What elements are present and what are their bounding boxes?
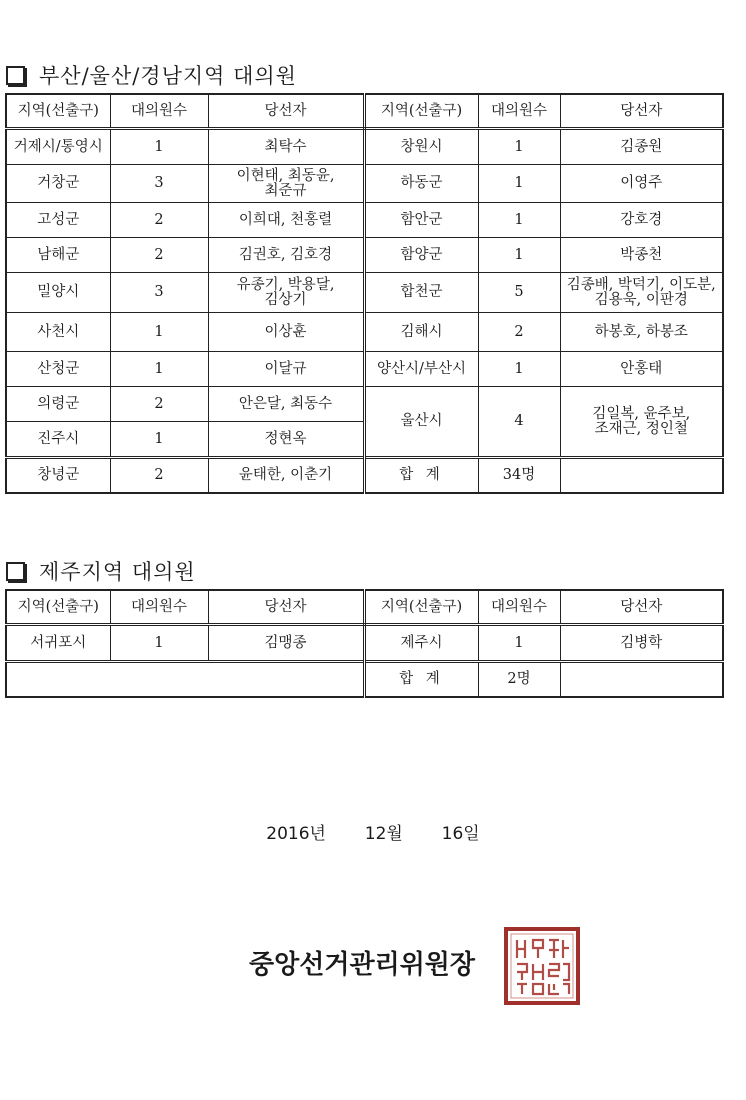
table-row-total <box>6 662 723 698</box>
total-count: 34명 <box>478 458 560 494</box>
region-cell: 진주시 <box>6 422 110 458</box>
region-cell: 산청군 <box>6 352 110 387</box>
header-winners: 당선자 <box>208 94 364 129</box>
signer-title: 중앙선거관리위원장 <box>249 950 476 980</box>
header-region: 지역(선출구) <box>6 94 110 129</box>
winners-cell: 최탁수 <box>208 129 364 165</box>
jeju-delegates-table <box>5 589 724 698</box>
header-winners-2: 당선자 <box>560 94 723 129</box>
winners-cell: 박종천 <box>560 238 723 273</box>
winners-cell: 안홍태 <box>560 352 723 387</box>
count-cell: 2 <box>478 313 560 352</box>
busan-delegates-table <box>5 93 724 494</box>
table-row <box>6 313 723 352</box>
table-row-total <box>6 458 723 494</box>
winners-cell: 유종기, 박용달, 김상기 <box>208 273 364 313</box>
jeju-title-text: 제주지역 대의원 <box>39 560 196 584</box>
region-cell: 창원시 <box>364 129 478 165</box>
count-cell: 4 <box>478 387 560 458</box>
region-cell: 함안군 <box>364 203 478 238</box>
count-cell: 1 <box>110 352 208 387</box>
count-cell: 3 <box>110 165 208 203</box>
region-cell: 김해시 <box>364 313 478 352</box>
header-count-2: 대의원수 <box>478 94 560 129</box>
header-region: 지역(선출구) <box>6 590 110 625</box>
winners-cell: 윤태한, 이춘기 <box>208 458 364 494</box>
winners-cell: 김맹종 <box>208 625 364 662</box>
count-cell: 1 <box>478 203 560 238</box>
jeju-section-title <box>6 556 196 586</box>
region-cell: 거창군 <box>6 165 110 203</box>
region-cell: 밀양시 <box>6 273 110 313</box>
region-cell: 하동군 <box>364 165 478 203</box>
region-cell: 거제시/통영시 <box>6 129 110 165</box>
region-cell: 제주시 <box>364 625 478 662</box>
count-cell: 2 <box>110 458 208 494</box>
count-cell: 2 <box>110 238 208 273</box>
count-cell: 5 <box>478 273 560 313</box>
count-cell: 1 <box>478 129 560 165</box>
table-row <box>6 238 723 273</box>
count-cell: 1 <box>478 352 560 387</box>
table-header-row <box>6 94 723 129</box>
winners-cell: 김권호, 김호경 <box>208 238 364 273</box>
region-cell: 창녕군 <box>6 458 110 494</box>
count-cell: 2 <box>110 203 208 238</box>
region-cell: 남해군 <box>6 238 110 273</box>
total-count: 2명 <box>478 662 560 698</box>
count-cell: 1 <box>478 165 560 203</box>
winners-cell: 이희대, 천홍렬 <box>208 203 364 238</box>
count-cell: 1 <box>110 422 208 458</box>
region-cell: 양산시/부산시 <box>364 352 478 387</box>
total-label: 합 계 <box>364 458 478 494</box>
header-count-2: 대의원수 <box>478 590 560 625</box>
winners-cell: 김일복, 윤주보, 조재근, 정인철 <box>560 387 723 458</box>
checkbox-square-icon <box>6 66 25 85</box>
region-cell: 사천시 <box>6 313 110 352</box>
winners-cell: 이영주 <box>560 165 723 203</box>
table-header-row <box>6 590 723 625</box>
winners-cell: 김종배, 박덕기, 이도분, 김용욱, 이판경 <box>560 273 723 313</box>
winners-cell: 강호경 <box>560 203 723 238</box>
count-cell: 2 <box>110 387 208 422</box>
count-cell: 1 <box>478 238 560 273</box>
winners-cell: 정현옥 <box>208 422 364 458</box>
busan-title-text: 부산/울산/경남지역 대의원 <box>39 64 297 88</box>
table-row <box>6 273 723 313</box>
winners-cell: 이상훈 <box>208 313 364 352</box>
header-count: 대의원수 <box>110 590 208 625</box>
region-cell: 함양군 <box>364 238 478 273</box>
region-cell: 고성군 <box>6 203 110 238</box>
table-row <box>6 203 723 238</box>
header-region-2: 지역(선출구) <box>364 94 478 129</box>
region-cell: 의령군 <box>6 387 110 422</box>
winners-cell: 김종원 <box>560 129 723 165</box>
count-cell: 1 <box>478 625 560 662</box>
winners-cell: 안은달, 최동수 <box>208 387 364 422</box>
table-row <box>6 387 723 422</box>
region-cell: 합천군 <box>364 273 478 313</box>
winners-cell: 하봉호, 하봉조 <box>560 313 723 352</box>
checkbox-square-icon <box>6 562 25 581</box>
header-winners: 당선자 <box>208 590 364 625</box>
region-cell: 서귀포시 <box>6 625 110 662</box>
count-cell: 1 <box>110 313 208 352</box>
official-seal-icon <box>503 926 581 1006</box>
empty-cell <box>560 662 723 698</box>
region-cell: 울산시 <box>364 387 478 458</box>
document-date: 2016년 12월 16일 <box>266 824 480 844</box>
empty-cell <box>6 662 364 698</box>
header-region-2: 지역(선출구) <box>364 590 478 625</box>
winners-cell: 이현태, 최동윤, 최준규 <box>208 165 364 203</box>
count-cell: 1 <box>110 625 208 662</box>
table-row <box>6 129 723 165</box>
table-row <box>6 352 723 387</box>
header-winners-2: 당선자 <box>560 590 723 625</box>
table-row <box>6 625 723 662</box>
empty-cell <box>560 458 723 494</box>
winners-cell: 이달규 <box>208 352 364 387</box>
total-label: 합 계 <box>364 662 478 698</box>
count-cell: 3 <box>110 273 208 313</box>
busan-section-title <box>6 60 297 90</box>
winners-cell: 김병학 <box>560 625 723 662</box>
table-row <box>6 165 723 203</box>
count-cell: 1 <box>110 129 208 165</box>
header-count: 대의원수 <box>110 94 208 129</box>
